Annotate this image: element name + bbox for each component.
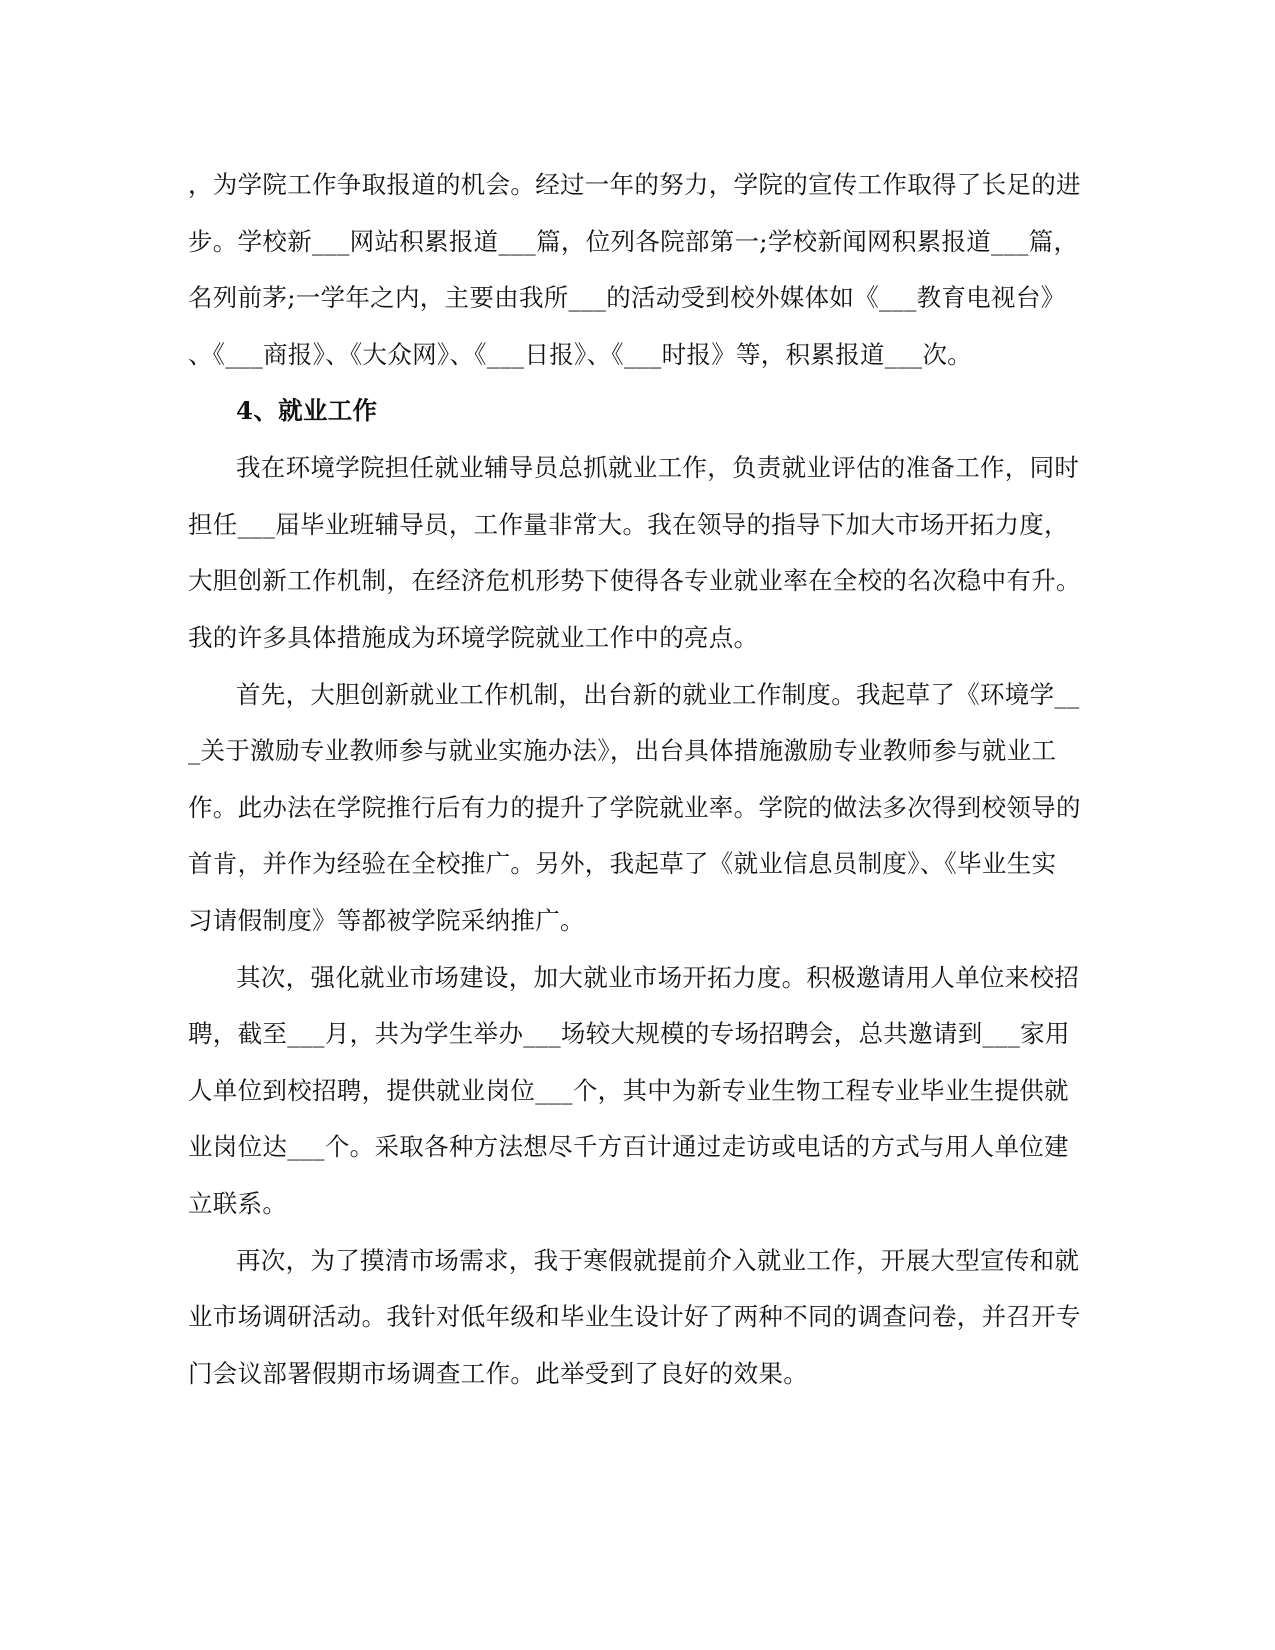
text-line: 其次，强化就业市场建设，加大就业市场开拓力度。积极邀请用人单位来校招 bbox=[236, 963, 1080, 992]
text-line: 作。此办法在学院推行后有力的提升了学院就业率。学院的做法多次得到校领导的 bbox=[188, 793, 1081, 822]
text-line: 聘，截至___月，共为学生举办___场较大规模的专场招聘会，总共邀请到___家用 bbox=[188, 1019, 1070, 1048]
text-line: 再次，为了摸清市场需求，我于寒假就提前介入就业工作，开展大型宣传和就 bbox=[236, 1246, 1080, 1275]
text-line: 人单位到校招聘，提供就业岗位___个，其中为新专业生物工程专业毕业生提供就 bbox=[188, 1076, 1069, 1105]
text-line: 立联系。 bbox=[188, 1189, 288, 1218]
text-line: ，为学院工作争取报道的机会。经过一年的努力，学院的宣传工作取得了长足的进 bbox=[188, 170, 1081, 199]
text-line: 门会议部署假期市场调查工作。此举受到了良好的效果。 bbox=[188, 1359, 808, 1388]
text-line: 我在环境学院担任就业辅导员总抓就业工作，负责就业评估的准备工作，同时 bbox=[236, 453, 1080, 482]
text-line: 名列前茅;一学年之内，主要由我所___的活动受到校外媒体如《___教育电视台》 bbox=[188, 283, 1066, 312]
text-line: 步。学校新___网站积累报道___篇，位列各院部第一;学校新闻网积累报道___篇， bbox=[188, 227, 1079, 256]
text-line: 业市场调研活动。我针对低年级和毕业生设计好了两种不同的调查问卷，并召开专 bbox=[188, 1302, 1081, 1331]
text-line: 首肯，并作为经验在全校推广。另外，我起草了《就业信息员制度》、《毕业生实 bbox=[188, 849, 1057, 878]
text-line: 习请假制度》等都被学院采纳推广。 bbox=[188, 906, 585, 935]
text-line: 大胆创新工作机制，在经济危机形势下使得各专业就业率在全校的名次稳中有升。 bbox=[188, 566, 1081, 595]
text-line: 、《___商报》、《大众网》、《___日报》、《___时报》等，积累报道___次。 bbox=[188, 340, 973, 369]
section-heading: 4、就业工作 bbox=[236, 396, 378, 425]
text-line: 业岗位达___个。采取各种方法想尽千方百计通过走访或电话的方式与用人单位建 bbox=[188, 1132, 1069, 1161]
text-line: 我的许多具体措施成为环境学院就业工作中的亮点。 bbox=[188, 623, 759, 652]
text-line: 首先，大胆创新就业工作机制，出台新的就业工作制度。我起草了《环境学__ bbox=[236, 680, 1080, 709]
text-line: _关于激励专业教师参与就业实施办法》，出台具体措施激励专业教师参与就业工 bbox=[188, 736, 1057, 765]
text-line: 担任___届毕业班辅导员，工作量非常大。我在领导的指导下加大市场开拓力度， bbox=[188, 510, 1069, 539]
